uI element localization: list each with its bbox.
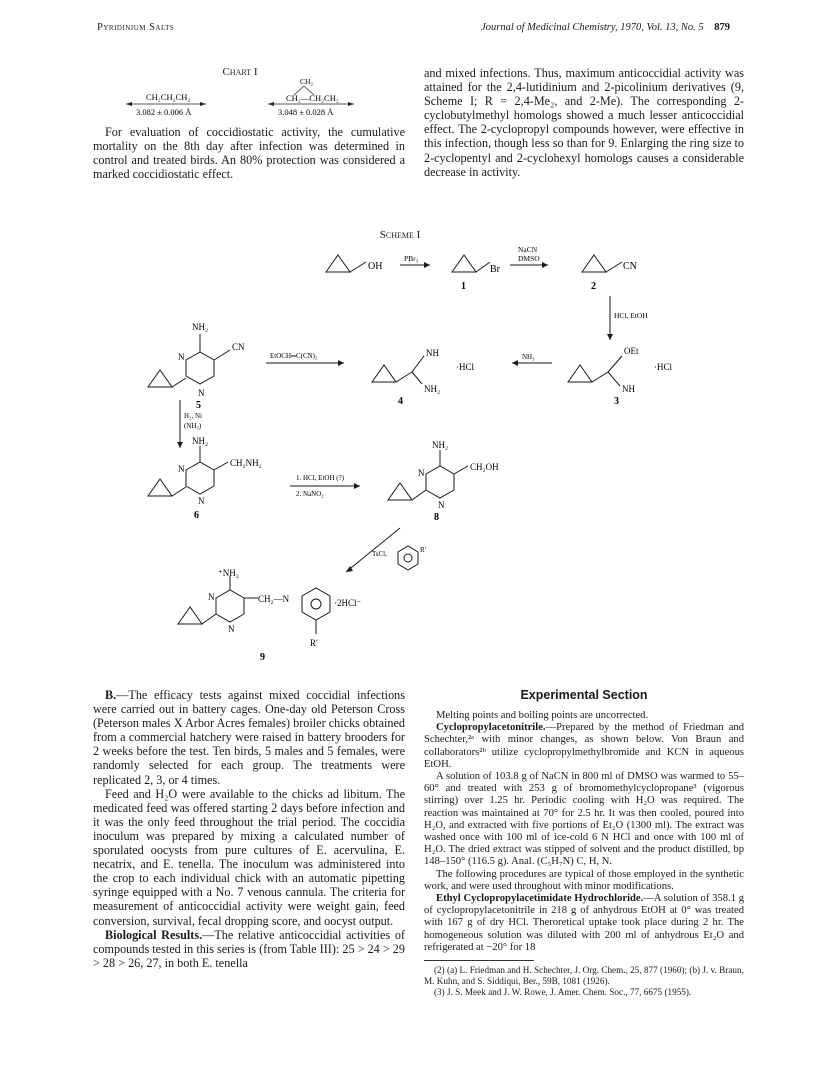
- label-nh2-5: NH₂: [192, 322, 209, 332]
- journal-name: Journal of Medicinal Chemistry, 1970, Vol. 13, No. 5: [481, 22, 704, 33]
- label-c3: 3: [614, 396, 619, 407]
- bond-oh: [350, 262, 366, 272]
- label-cn-5: CN: [232, 342, 245, 352]
- label-nh3paren: (NH₃): [184, 422, 202, 430]
- label-c4: 4: [398, 396, 403, 407]
- cyclopropylacetonitrile-para: [424, 722, 744, 771]
- results-text: —The relative anticoccidial activities of compounds tested in this series is (from Table III): 25 > 24 > 29 > 28 > 26, 27, in both E. tenella: [93, 927, 405, 970]
- label-h2ni: H₂, Ni: [184, 412, 202, 420]
- label-ch2oh: CH₂OH: [470, 462, 499, 472]
- procedures-note: The following procedures are typical of those employed in the synthetic work, and were used throughout with minor modifications.: [424, 868, 744, 892]
- label-hcl-etoh: HCl, EtOH: [614, 311, 648, 320]
- label-cn: CN: [623, 261, 637, 272]
- footnote-3: (3) J. S. Meek and J. W. Rowe, J. Amer. Chem. Soc., 77, 6675 (1955).: [434, 987, 692, 998]
- label-n-5a: N: [178, 352, 185, 362]
- label-nh-3: NH: [622, 384, 635, 394]
- cyclopropyl-ring-cn: [582, 255, 606, 272]
- chart-right-formula: CH₂—CH₂CH₂: [286, 93, 339, 103]
- bond-cn-5: [214, 350, 230, 360]
- label-nh2-8: NH₂: [432, 440, 449, 450]
- label-c8: 8: [434, 512, 439, 523]
- pyridinium-ring-9: [302, 588, 330, 620]
- label-n-8b: N: [438, 500, 445, 510]
- label-n-6b: N: [198, 496, 205, 506]
- pyrimidine-ring-5: [186, 352, 214, 384]
- cyclopropyl-ring-3: [568, 365, 592, 382]
- label-step2: 2. NaNO₂: [296, 490, 324, 498]
- footnote-rule: [424, 960, 534, 961]
- label-c9: 9: [260, 652, 265, 663]
- left-bottom-column: [93, 688, 405, 970]
- running-head: Pyridinium Salts: [97, 22, 175, 33]
- label-n-6a: N: [178, 464, 185, 474]
- cyclopropyl-ring-4: [372, 365, 396, 382]
- arrowhead-pbr3: [424, 262, 430, 268]
- bond-ch2oh-8: [454, 466, 468, 474]
- label-nh2-6: NH₂: [192, 436, 209, 446]
- pyridine-reagent-ring: [398, 546, 418, 570]
- label-plus-nh2: ⁺NH₂: [218, 568, 239, 578]
- label-hcl-4: ·HCl: [456, 362, 474, 372]
- label-n-9b: N: [228, 624, 235, 634]
- pyridine-reagent-aromatic: [404, 554, 412, 562]
- experimental-body: [424, 710, 744, 954]
- imidate-lead: Ethyl Cyclopropylacetimidate Hydrochloride.: [436, 893, 644, 905]
- cyclopropyl-ring-br: [452, 255, 476, 272]
- bond-9: [202, 614, 216, 624]
- pyrimidine-ring-6: [186, 462, 214, 494]
- page-number: 879: [714, 22, 730, 33]
- bond-4: [396, 372, 412, 382]
- efficacy-paragraph: [93, 688, 405, 787]
- chart-left-value: 3.082 ± 0.006 Å: [136, 107, 192, 117]
- bond-cn: [606, 262, 622, 272]
- arrowhead-nh3: [512, 360, 518, 366]
- right-bottom-column: [424, 688, 744, 998]
- footnotes: [424, 965, 744, 998]
- chart-title: Chart I: [222, 66, 258, 78]
- nacn-procedure: A solution of 103.8 g of NaCN in 800 ml of DMSO was warmed to 55–60° and treated with 253 g of bromomethylcyclopropane³ (vigorous stirring) over 1.25 hr. Periodic cooling with H₂O was required. The reaction was maintained at 70° for 2.5 hr. It was then cooled, poured into H₂O, and extracted with five portions of Et₂O (1300 ml). The extract was washed once with 100 ml of ice-cold 6 N HCl and once with 100 ml of H₂O. The dried extract was stipped of solvent and the product distilled, bp 148–150° (116.5 g). Anal. (C₅H₇N) C, H, N.: [424, 771, 744, 868]
- scheme-title: Scheme I: [379, 229, 421, 241]
- chart-left-formula: CH₂CH₂CH₂: [146, 92, 191, 102]
- arrowhead-hcl: [607, 334, 613, 340]
- label-reagent54: EtOCH═C(CN)₂: [270, 352, 318, 360]
- cyclopropyl-ring-9: [178, 607, 202, 624]
- imidate-para: [424, 893, 744, 954]
- label-nh-4: NH: [426, 348, 439, 358]
- footnote-2: (2) (a) L. Friedman and H. Schechter, J. Org. Chem., 25, 877 (1960); (b) J. v. Braun, M. Kuhn, and S. Siddiqui, Ber., 59B, 1081 (1926).: [424, 965, 744, 987]
- label-oet-3: OEt: [624, 346, 639, 356]
- arrowhead-nacn: [542, 262, 548, 268]
- label-ch2n: CH₂—N: [258, 594, 290, 604]
- label-2hcl: ·2HCl⁻: [334, 598, 362, 608]
- cyclopropyl-ring-6: [148, 479, 172, 496]
- results-lead: Biological Results.: [105, 927, 203, 942]
- label-n-5b: N: [198, 388, 205, 398]
- efficacy-text: —The efficacy tests against mixed coccidial infections were carried out in battery cages. One-day old Peterson Cross (Peterson males X Arbor Acres females) broiler chicks obtained from a commercial hatchery were raised in battery brooders for 2 weeks before the test. Ten birds, 5 males and 5 females, were randomly selected for each group. The treatments were replicated 2, 3, or 4 times.: [93, 688, 405, 787]
- bond-br: [476, 262, 490, 272]
- arrowhead-68: [354, 483, 360, 489]
- pyridinium-aromatic: [311, 599, 321, 609]
- label-c1: 1: [461, 281, 466, 292]
- bond-nh2-4: [412, 372, 422, 384]
- label-oh: OH: [368, 261, 383, 272]
- pyrimidine-ring-8: [426, 466, 454, 498]
- bond-nh-4: [412, 356, 424, 372]
- label-rprime: R′: [420, 546, 427, 554]
- label-tscl: TsCl,: [372, 550, 387, 558]
- arrowhead-54: [338, 360, 344, 366]
- label-nacn: NaCN: [518, 245, 538, 254]
- mp-note: Melting points and boiling points are uncorrected.: [436, 710, 649, 721]
- label-step1: 1. HCl, EtOH (?): [296, 474, 345, 482]
- cyclopropyl-ring-8: [388, 483, 412, 500]
- chart-right-top: CH₂: [300, 77, 314, 86]
- coccidiostatic-text: For evaluation of coccidiostatic activity, the cumulative mortality on the 8th day after infection was determined in control and treated birds. An 80% protection was considered a marked coccidiostatic effect.: [93, 125, 405, 182]
- label-n-8a: N: [418, 468, 425, 478]
- feed-paragraph: Feed and H₂O were available to the chicks ad libitum. The medicated feed was offered starting 2 days before infection and it was the only feed throughout the trial period. The coccidia inoculum was prepared by mixing a calculated number of sporulated oocysts from pure cultures of E. acervulina, E. necatrix, and E. tenella. The inoculum was administered into the crop to each individual chick with an automatic pipetting syringe equipped with a No. 7 venous cannula. The criteria for measurement of anticoccidial activity were weight gain, feed conversion, survival, fecal dropping score, and oocyst output.: [93, 786, 405, 928]
- chart-right-value: 3.048 ± 0.028 Å: [278, 107, 334, 117]
- efficacy-lead: B.: [105, 688, 117, 702]
- label-br: Br: [490, 264, 500, 275]
- label-c5: 5: [196, 400, 201, 411]
- bond-8: [412, 490, 426, 500]
- experimental-heading: Experimental Section: [520, 688, 648, 702]
- label-dmso: DMSO: [518, 254, 540, 263]
- bond-3: [592, 372, 608, 382]
- bond-nh-3: [608, 372, 620, 386]
- imidate-text: —A solution of 358.1 g of cyclopropylacetonitrile in 218 g of anhydrous EtOH at 0° was treated with 167 g of dry HCl. Theroretical uptake took place during 2 hr. The homogeneous solution was diluted with 200 ml of anhydrous Et₂O and refrigerated at −20° for 18: [424, 893, 745, 953]
- bond-oet-3: [608, 356, 622, 372]
- label-hcl-3: ·HCl: [654, 362, 672, 372]
- label-c6: 6: [194, 510, 199, 521]
- label-nh3: NH₃: [522, 353, 535, 361]
- activity-text: and mixed infections. Thus, maximum anticoccidial activity was attained for the 2,4-lutidinium and 2-picolinium derivatives (9, Scheme I; R = 2,4-Me₂, and 2-Me). The corresponding 2-cyclobutylmethyl homologs showed a much lesser anticoccidial effect. The 2-cyclopropyl compounds however, were effective in this infection, though less so than for 9. Enlarging the ring size to 2-cyclopentyl and 2-cyclohexyl homologs causes a considerable decrease in activity.: [424, 66, 744, 179]
- bond-6: [172, 487, 186, 496]
- cyclopropyl-ring-5: [148, 370, 172, 387]
- label-ch2nh2: CH₂NH₂: [230, 458, 262, 468]
- cyclopropylacetonitrile-lead: Cyclopropylacetonitrile.: [436, 722, 546, 734]
- arrowhead-h2ni: [177, 442, 183, 448]
- label-c2: 2: [591, 281, 596, 292]
- label-rprime-9: R′: [310, 638, 318, 648]
- results-paragraph: [93, 928, 405, 970]
- cyclopropyl-ring-oh: [326, 255, 350, 272]
- label-pbr3: PBr₃: [404, 254, 419, 263]
- bond-5: [172, 378, 186, 387]
- label-nh2-4: NH₂: [424, 384, 441, 394]
- bond-ch2nh2-6: [214, 462, 228, 470]
- pyrimidine-ring-9: [216, 590, 244, 622]
- label-n-9a: N: [208, 592, 215, 602]
- cyclopropylacetonitrile-text: —Prepared by the method of Friedman and Schechter,²ᵃ with minor changes, as shown below. Von Braun and collaborators²ᵇ utilize cyclopropylmethylbromide and KCN in aqueous EtOH.: [424, 722, 744, 770]
